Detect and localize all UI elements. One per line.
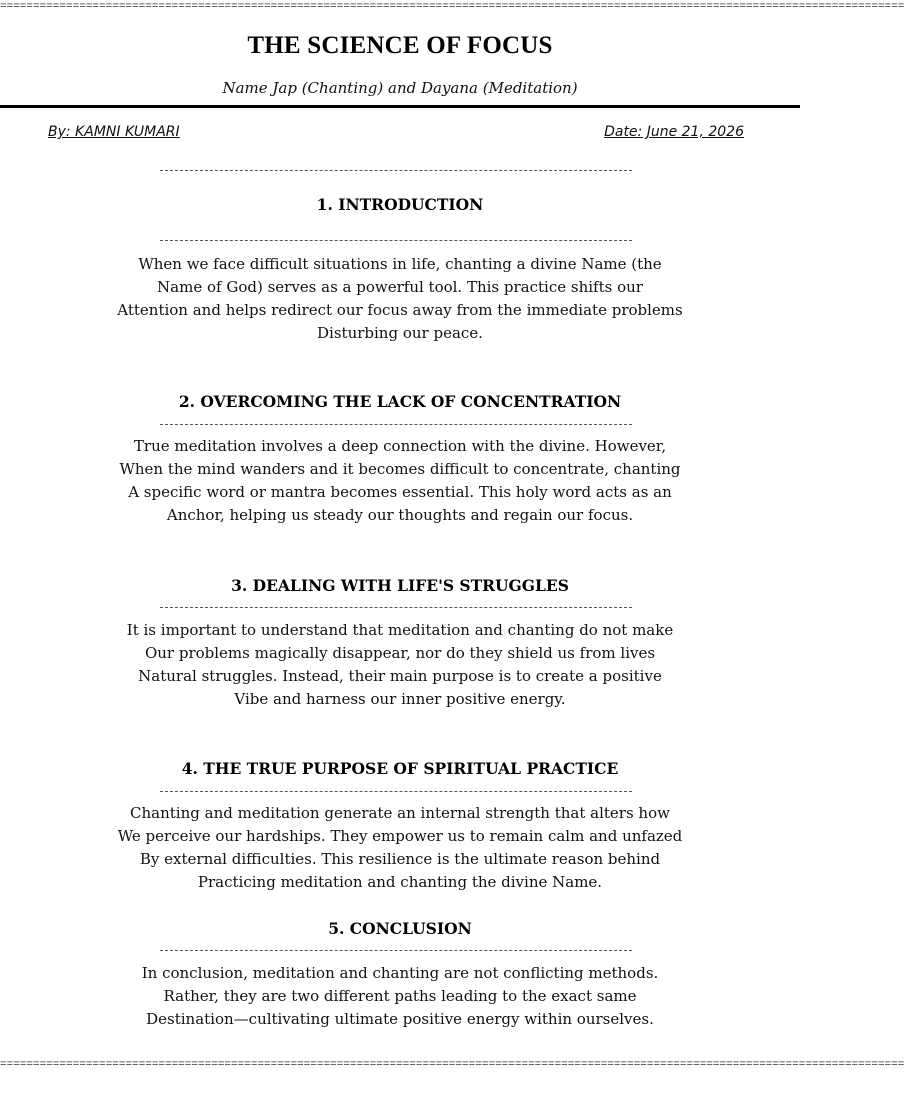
section-heading-conclusion: 5. CONCLUSION bbox=[328, 919, 472, 938]
section-separator bbox=[160, 170, 632, 181]
section-body-struggles bbox=[80, 619, 720, 711]
body-line: Our problems magically disappear, nor do they shield us from lives bbox=[144, 644, 656, 662]
body-line: Name of God) serves as a powerful tool. This practice shifts our bbox=[157, 278, 643, 296]
body-line: When we face difficult situations in life, chanting a divine Name (the bbox=[138, 255, 662, 273]
section-separator bbox=[160, 950, 632, 961]
section-separator bbox=[160, 791, 632, 802]
body-line: Natural struggles. Instead, their main purpose is to create a positive bbox=[138, 667, 662, 685]
section-heading-introduction: 1. INTRODUCTION bbox=[316, 195, 484, 214]
body-line: We perceive our hardships. They empower us to remain calm and unfazed bbox=[117, 827, 683, 845]
header-divider bbox=[0, 105, 800, 108]
body-line: Vibe and harness our inner positive energy. bbox=[234, 690, 566, 708]
body-line: It is important to understand that meditation and chanting do not make bbox=[126, 621, 674, 639]
section-separator bbox=[160, 607, 632, 618]
section-heading-struggles: 3. DEALING WITH LIFE'S STRUGGLES bbox=[231, 576, 569, 595]
section-body-conclusion bbox=[80, 962, 720, 1031]
top-double-rule: ========================================================================================================================================= bbox=[0, 1, 904, 13]
body-line: Attention and helps redirect our focus away from the immediate problems bbox=[117, 301, 683, 319]
section-heading-purpose: 4. THE TRUE PURPOSE OF SPIRITUAL PRACTICE bbox=[181, 759, 619, 778]
body-line: Practicing meditation and chanting the divine Name. bbox=[197, 873, 603, 891]
section-heading-concentration: 2. OVERCOMING THE LACK OF CONCENTRATION bbox=[178, 392, 622, 411]
section-body-purpose bbox=[80, 802, 720, 894]
document-title: THE SCIENCE OF FOCUS bbox=[247, 32, 553, 59]
author-byline: By: KAMNI KUMARI bbox=[48, 124, 180, 140]
section-body-introduction bbox=[80, 253, 720, 345]
body-line: Disturbing our peace. bbox=[317, 324, 483, 342]
body-line: Rather, they are two different paths leading to the exact same bbox=[163, 987, 637, 1005]
section-separator bbox=[160, 424, 632, 435]
body-line: By external difficulties. This resilience is the ultimate reason behind bbox=[139, 850, 661, 868]
document-date: Date: June 21, 2026 bbox=[604, 124, 744, 140]
body-line: In conclusion, meditation and chanting are not conflicting methods. bbox=[141, 964, 659, 982]
bottom-double-rule: ========================================================================================================================================= bbox=[0, 1059, 904, 1071]
document-subtitle: Name Jap (Chanting) and Dayana (Meditation) bbox=[222, 79, 578, 97]
body-line: When the mind wanders and it becomes difficult to concentrate, chanting bbox=[119, 460, 681, 478]
body-line: A specific word or mantra becomes essential. This holy word acts as an bbox=[128, 483, 672, 501]
body-line: Chanting and meditation generate an internal strength that alters how bbox=[130, 804, 670, 822]
body-line: Anchor, helping us steady our thoughts and regain our focus. bbox=[166, 506, 634, 524]
section-separator bbox=[160, 240, 632, 251]
body-line: Destination—cultivating ultimate positive energy within ourselves. bbox=[146, 1010, 654, 1028]
body-line: True meditation involves a deep connection with the divine. However, bbox=[133, 437, 667, 455]
section-body-concentration bbox=[80, 435, 720, 527]
